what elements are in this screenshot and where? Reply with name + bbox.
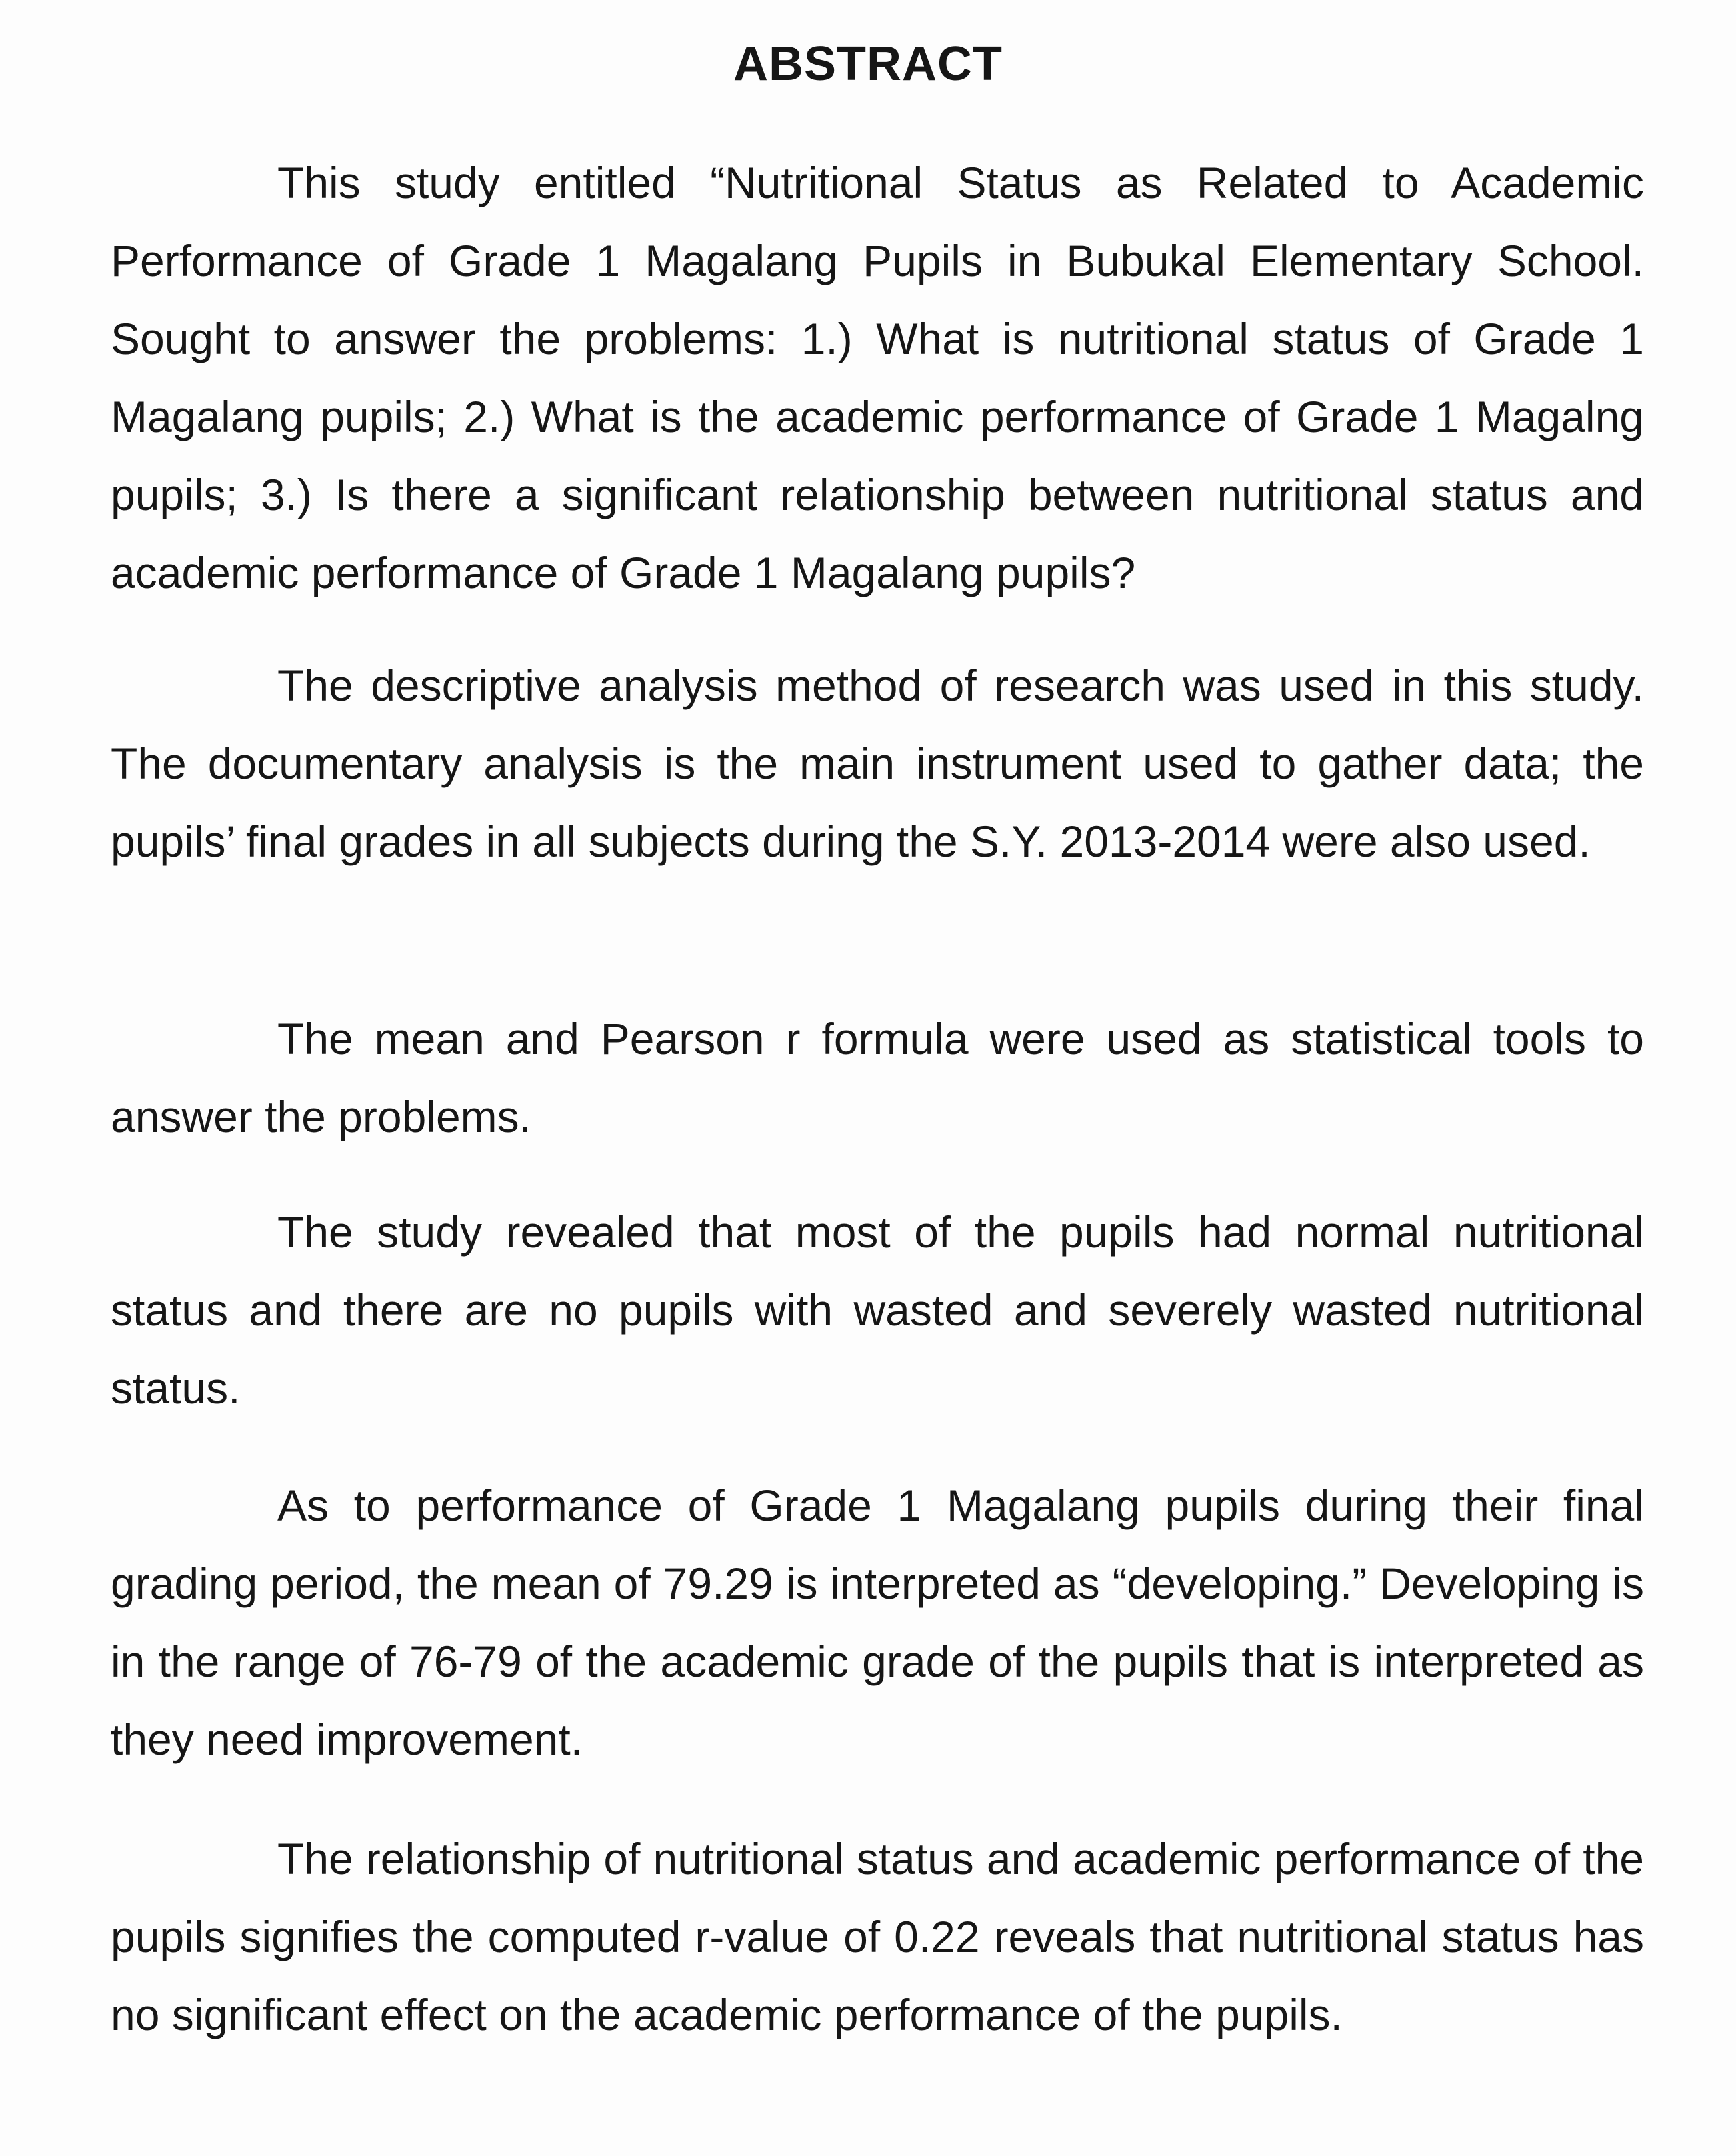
abstract-title: ABSTRACT [733, 37, 1003, 91]
abstract-paragraph-6: The relationship of nutritional status and academic performance of the pupils signifies the computed r-value of 0.22 reveals that nutritional status has no significant effect on the academic performance of the pupils. [111, 1834, 1644, 2039]
abstract-paragraph-4: The study revealed that most of the pupils had normal nutritional status and there are no pupils with wasted and severely wasted nutritional status. [111, 1207, 1644, 1413]
abstract-paragraph-2: The descriptive analysis method of research was used in this study. The documentary analysis is the main instrument used to gather data; the pupils’ final grades in all subjects during the S.Y. 2013-2014 were also used. [111, 661, 1644, 866]
abstract-paragraph-3: The mean and Pearson r formula were used as statistical tools to answer the problems. [111, 1014, 1644, 1141]
abstract-paragraph-5: As to performance of Grade 1 Magalang pupils during their final grading period, the mean of 79.29 is interpreted as “developing.” Developing is in the range of 76-79 of the academic grade of the pupils that is interpreted as they need improvement. [111, 1481, 1644, 1764]
abstract-paragraph-1: This study entitled “Nutritional Status as Related to Academic Performance of Grade 1 Magalang Pupils in Bubukal Elementary School. Sought to answer the problems: 1.) What is nutritional status of Grade 1 Magalang pupils; 2.) What is the academic performance of Grade 1 Magalng pupils; 3.) Is there a significant relationship between nutritional status and academic performance of Grade 1 Magalang pupils? [111, 158, 1644, 597]
